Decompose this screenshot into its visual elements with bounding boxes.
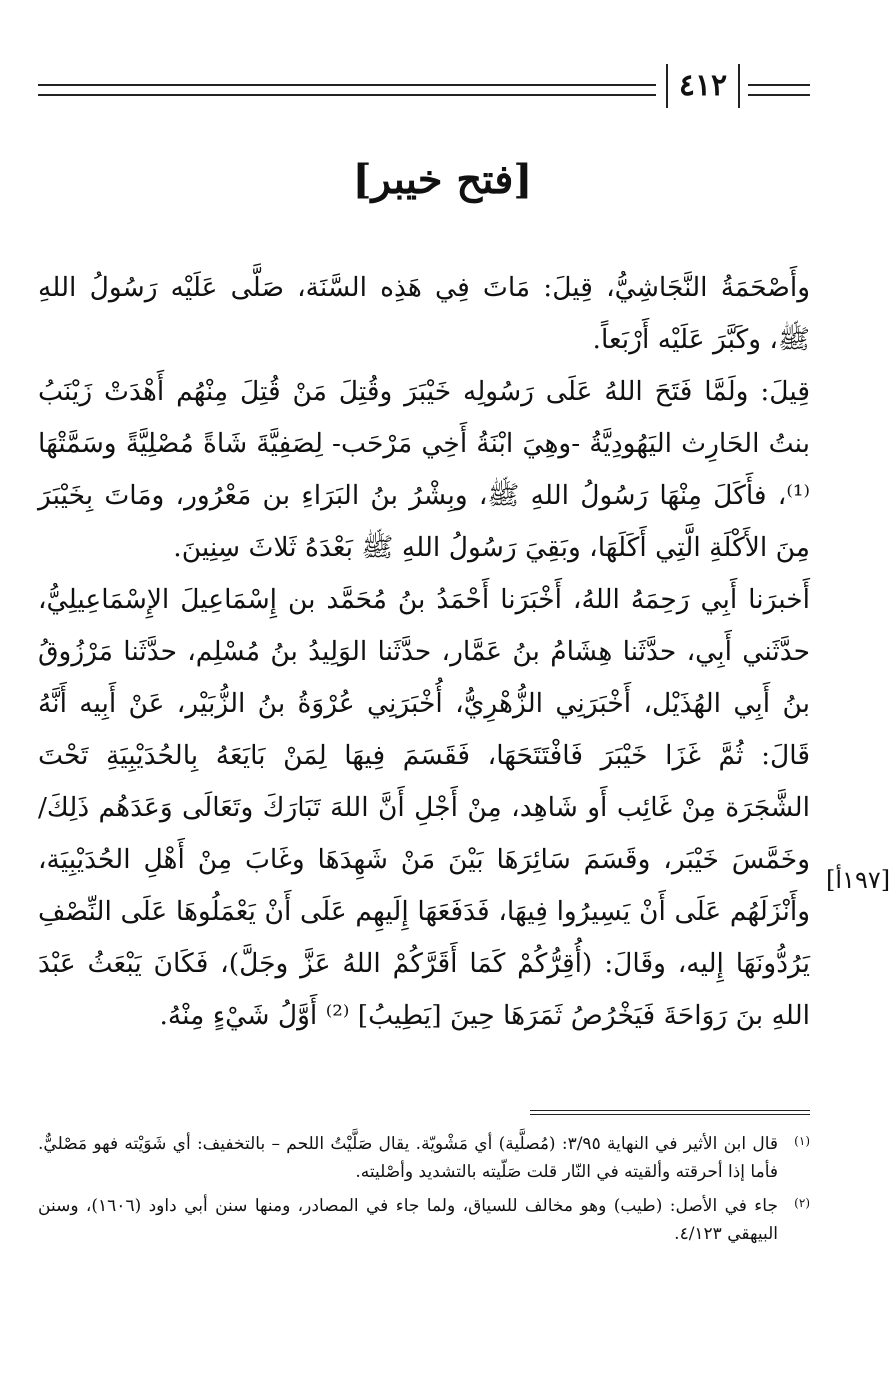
footnotes: [38, 1130, 810, 1254]
footnote-2: [38, 1192, 810, 1248]
footnote-mark: (١): [794, 1134, 810, 1148]
header-rule-right: [748, 84, 810, 96]
footnote-mark: (٢): [794, 1196, 810, 1210]
section-title: [فتح خيبر]: [352, 156, 533, 203]
header-rule-left: [38, 84, 656, 96]
manuscript-folio-note: [١٩٧أ]: [826, 866, 890, 894]
paragraph-3: أَخبرَنا أَبِي رَحِمَهُ اللهُ، أَخْبَرَنا أَحْمَدُ بنُ مُحَمَّد بن إِسْمَاعِيلَ الإِسْمَاعِيلِيُّ، حدَّثَني أَبِي، حدَّثَنا هِشَامُ بنُ عَمَّار، حدَّثَنا الوَلِيدُ بنُ مُسْلِم، حدَّثَنا مَرْزُوقُ بنُ أَبِي الهُذَيْل، أَخْبَرَنِي الزُّهْرِيُّ، أُخْبَرَنِي عُرْوَةُ بنُ الزُّبَيْر، عَنْ أَبِيه أَنَّهُ قَالَ: ثُمَّ غَزَا خَيْبَرَ فَافْتَتَحَهَا، فَقَسَمَ فِيهَا لِمَنْ بَايَعَهُ بِالحُدَيْبِيَةِ تَحْتَ الشَّجَرَة مِنْ غَائِب أَو شَاهِد، مِنْ أَجْلِ أَنَّ اللهَ تَبَارَكَ وتَعَالَى وَعَدَهُم ذَلِكَ/ وخَمَّسَ خَيْبَر، وقَسَمَ سَائِرَهَا بَيْنَ مَنْ شَهِدَهَا وغَابَ مِنْ أَهْلِ الحُدَيْبِيَة، وأَنْزَلَهُم عَلَى أَنْ يَسِيرُوا فِيهَا، فَدَفَعَهَا إِلَيهِم عَلَى أَنْ يَعْمَلُوهَا عَلَى النِّصْفِ يَرُدُّونَهَا إِليه، وقَالَ: (أُقِرُّكُمْ كَمَا أَقَرَّكُمْ اللهُ عَزَّ وجَلَّ)، فَكَانَ يَبْعَثُ عَبْدَ اللهِ بنَ رَوَاحَةَ فَيَخْرُصُ ثَمَرَهَا حِينَ [يَطِيبُ] ⁽²⁾ أَوَّلُ شَيْءٍ مِنْهُ.: [38, 584, 810, 1031]
main-text: [38, 262, 810, 1042]
page-number: ٤١٢: [678, 68, 728, 103]
header-bar-left: [666, 64, 668, 108]
footnote-text: جاء في الأصل: (طيب) وهو مخالف للسياق، ولما جاء في المصادر، ومنها سنن أبي داود (١٦٠٦)، وسنن البيهقي ٤/١٢٣.: [38, 1196, 778, 1244]
footnote-text: قال ابن الأثير في النهاية ٣/٩٥: (مُصلَّية) أي مَشْويّة. يقال صَلَّيْتُ اللحم – بالتخفيف: أي شَوَيْته فهو مَصْليٌّ. فأما إذا أحرقته وألقيته في النّار قلت صَلّيته بالتشديد وأصْليته.: [38, 1134, 779, 1182]
paragraph-2: قِيلَ: ولَمَّا فَتَحَ اللهُ عَلَى رَسُولِه خَيْبَرَ وقُتِلَ مَنْ قُتِلَ مِنْهُم أَهْدَتْ زَيْنَبُ بنتُ الحَارِث اليَهُودِيَّةُ -وهِيَ ابْنَةُ أَخِي مَرْحَب- لِصَفِيَّةَ شَاةً مُصْلِيَّةً وسَمَّتْهَا ⁽¹⁾، فأَكَلَ مِنْهَا رَسُولُ اللهِ ﷺ، وبِشْرُ بنُ البَرَاءِ بن مَعْرُور، ومَاتَ بِخَيْبَرَ مِنَ الأَكْلَةِ الَّتِي أَكَلَهَا، وبَقِيَ رَسُولُ اللهِ ﷺ بَعْدَهُ ثَلاثَ سِنِينَ.: [38, 376, 810, 563]
paragraph-1: وأَصْحَمَةُ النَّجَاشِيُّ، قِيلَ: مَاتَ فِي هَذِه السَّنَة، صَلَّى عَلَيْه رَسُولُ اللهِ ﷺ، وكَبَّرَ عَلَيْه أَرْبَعاً.: [38, 272, 810, 355]
footnote-separator: [530, 1110, 810, 1115]
footnote-1: [38, 1130, 810, 1186]
header-bar-right: [738, 64, 740, 108]
